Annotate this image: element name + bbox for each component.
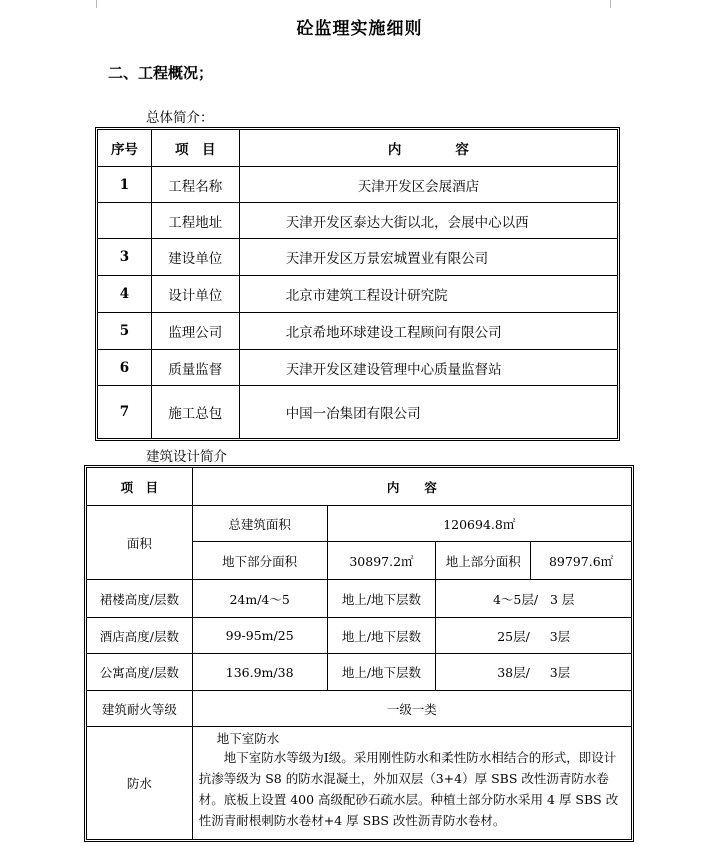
floors-below: 3 层 [549,591,575,607]
height-value: 99-95m/25 [192,618,327,654]
above-area-label: 地上部分面积 [436,542,531,580]
row-item: 工程地址 [151,203,239,239]
below-area-value: 30897.2㎡ [327,542,436,580]
row-content: 中国一冶集团有限公司 [239,386,617,439]
below-area-label: 地下部分面积 [192,542,327,580]
row-no [98,203,152,239]
row-content: 北京市建筑工程设计研究院 [239,276,617,313]
row-item: 工程名称 [151,167,239,203]
row-item: 建设单位 [151,239,239,276]
design-header-row [87,468,632,506]
table-row [98,239,618,276]
row-no: 7 [98,386,152,439]
design-caption: 建筑设计简介 [146,449,227,465]
table-row [98,386,618,439]
row-content: 天津开发区泰达大街以北，会展中心以西 [239,203,617,239]
row-item: 监理公司 [151,313,239,350]
floors-above: 4～5层/ [492,591,539,607]
row-item: 设计单位 [151,276,239,313]
row-item: 施工总包 [151,386,239,439]
row-no: 1 [98,167,152,203]
ruler-tick-left [96,0,97,8]
row-no: 4 [98,276,152,313]
overview-table [97,129,618,439]
floors-above: 25层/ [497,628,530,644]
table-row [87,654,632,691]
header-item: 项 目 [151,130,239,167]
table-row [98,203,618,239]
fire-value: 一级一类 [192,691,631,727]
waterproof-content [192,727,631,840]
table-row [87,580,632,618]
row-content: 天津开发区万景宏城置业有限公司 [239,239,617,276]
height-label: 酒店高度/层数 [87,618,193,654]
header-item: 项 目 [87,468,193,506]
design-table [86,467,632,840]
row-no: 5 [98,313,152,350]
table-row [98,276,618,313]
ruler-tick-right [610,0,611,8]
total-area-value: 120694.8㎡ [327,506,631,542]
waterproof-row [87,727,632,840]
overview-header-row [98,130,618,167]
table-row [98,167,618,203]
header-content: 内 容 [239,130,617,167]
area-row-total [87,506,632,542]
fire-row [87,691,632,727]
table-row [87,618,632,654]
overview-caption: 总体简介： [146,110,214,126]
row-no: 3 [98,239,152,276]
area-label: 面积 [87,506,193,580]
floors-label: 地上/地下层数 [327,580,436,618]
row-content: 天津开发区会展酒店 [239,167,617,203]
height-label: 公寓高度/层数 [87,654,193,691]
height-value: 136.9m/38 [192,654,327,691]
row-no: 6 [98,350,152,386]
row-item: 质量监督 [151,350,239,386]
total-area-label: 总建筑面积 [192,506,327,542]
floors-below: 3层 [549,628,571,644]
floors-value [436,580,632,618]
above-area-value: 89797.6㎡ [531,542,632,580]
section-heading: 二、工程概况； [108,64,214,82]
waterproof-text: 地下室防水等级为Ⅰ级。采用刚性防水和柔性防水相结合的形式，即设计抗渗等级为 S8 的防水混凝土，外加双层（3+4）厚 SBS 改性沥青防水卷材。底板上设置 400 高级配砂石疏水层。种植土部分防水采用 4 厚 SBS 改性沥青耐根刺防水卷材+4 厚 SBS 改性沥青防水卷材。 [198,750,619,828]
header-content: 内 容 [192,468,631,506]
table-row [98,350,618,386]
header-no: 序号 [98,130,152,167]
floors-value [436,654,632,691]
waterproof-title: 地下室防水 [216,731,280,746]
row-content: 北京希地环球建设工程顾问有限公司 [239,313,617,350]
row-content: 天津开发区建设管理中心质量监督站 [239,350,617,386]
floors-label: 地上/地下层数 [327,654,436,691]
waterproof-label: 防水 [87,727,193,840]
floors-above: 38层/ [497,665,530,680]
table-row [98,313,618,350]
fire-label: 建筑耐火等级 [87,691,193,727]
height-value: 24m/4～5 [192,580,327,618]
floors-below: 3层 [549,665,571,680]
floors-label: 地上/地下层数 [327,618,436,654]
document-title: 砼监理实施细则 [296,19,423,39]
floors-value [436,618,632,654]
height-label: 裙楼高度/层数 [87,580,193,618]
